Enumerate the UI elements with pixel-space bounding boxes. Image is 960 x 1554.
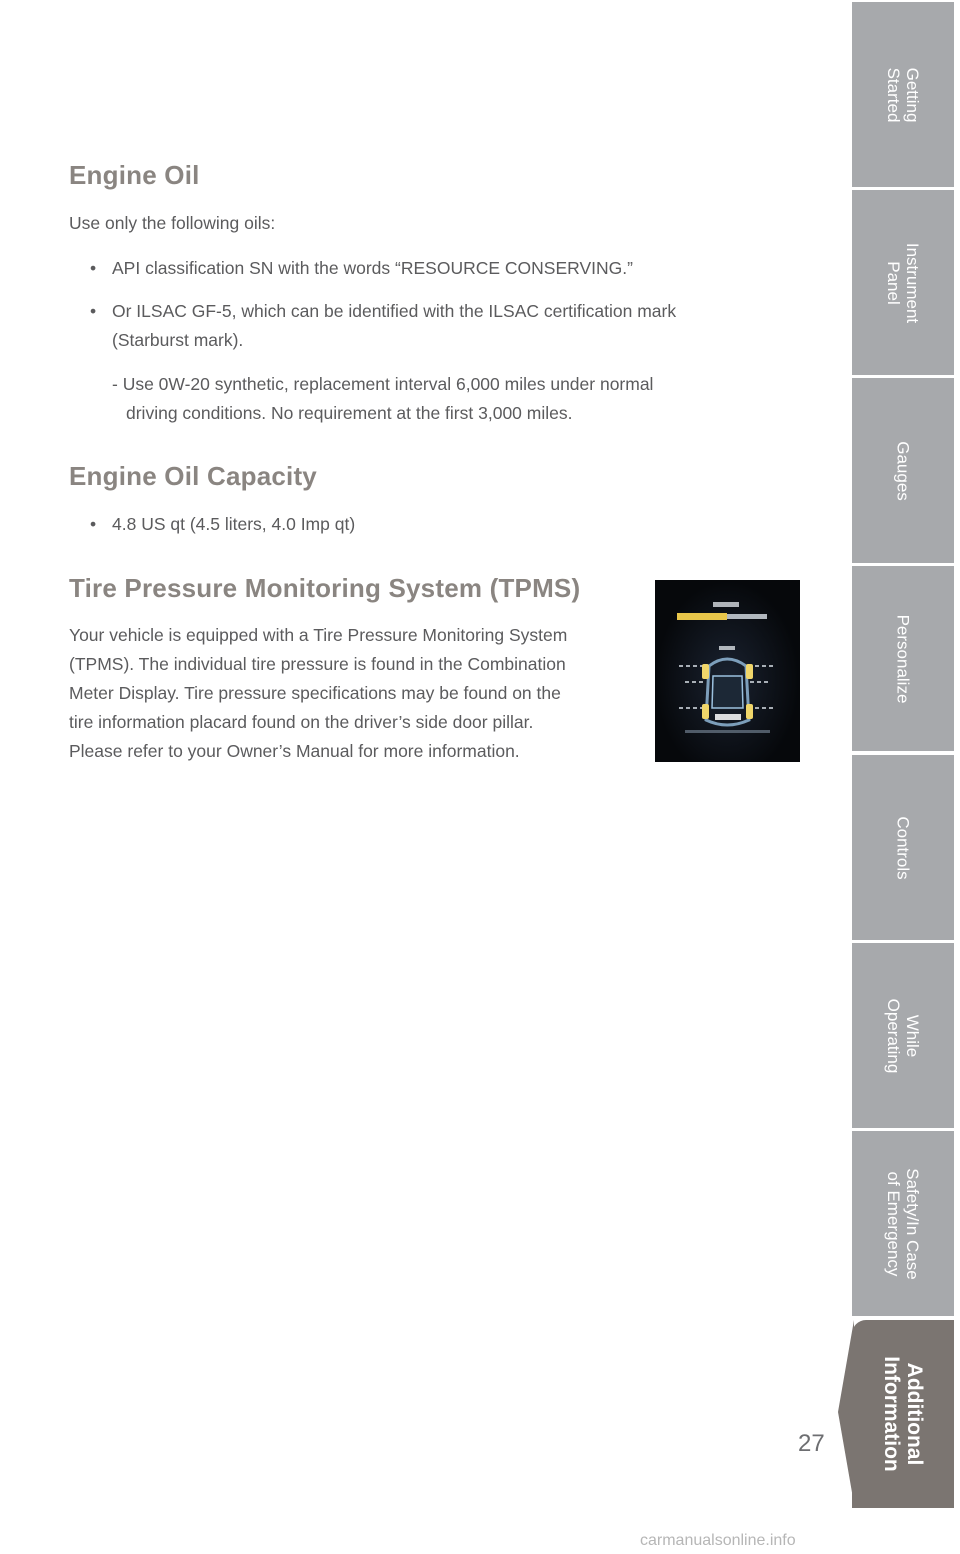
tab-safety-emergency[interactable] [852, 1131, 954, 1316]
tpms-display-photo [655, 580, 800, 762]
engine-oil-intro: Use only the following oils: [69, 213, 276, 233]
bullet-marker: • [90, 258, 97, 278]
section-tabs [852, 0, 960, 1554]
active-tab-notch [838, 1320, 854, 1504]
tab-label: Getting Started [884, 67, 922, 122]
tpms-line-3: Meter Display. Tire pressure specifications may be found on the [69, 683, 561, 703]
tab-label: Additional Information [880, 1356, 926, 1472]
tab-label: Safety/In Case of Emergency [884, 1167, 922, 1280]
engine-oil-sub-line-2: driving conditions. No requirement at the first 3,000 miles. [126, 403, 573, 423]
bullet-marker: • [90, 301, 97, 321]
tpms-line-4: tire information placard found on the driver’s side door pillar. [69, 712, 534, 732]
oil-capacity-heading: Engine Oil Capacity [69, 461, 317, 491]
tpms-display-illustration [655, 580, 800, 762]
page-number: 27 [798, 1430, 825, 1457]
tab-personalize[interactable] [852, 566, 954, 751]
engine-oil-bullet-1: API classification SN with the words “RESOURCE CONSERVING.” [112, 258, 633, 278]
tab-additional-information[interactable] [852, 1320, 954, 1508]
tab-getting-started[interactable] [852, 2, 954, 187]
tab-label: Instrument Panel [884, 242, 922, 323]
tab-label: While Operating [884, 998, 922, 1073]
oil-capacity-bullet-1: 4.8 US qt (4.5 liters, 4.0 Imp qt) [112, 514, 356, 534]
engine-oil-bullet-2-line-1: Or ILSAC GF-5, which can be identified with the ILSAC certification mark [112, 301, 677, 321]
tab-gauges[interactable] [852, 378, 954, 563]
tpms-line-2: (TPMS). The individual tire pressure is found in the Combination [69, 654, 566, 674]
tab-label: Gauges [893, 440, 913, 501]
engine-oil-bullet-2-line-2: (Starburst mark). [112, 330, 244, 350]
tab-controls[interactable] [852, 755, 954, 940]
tab-label: Controls [893, 815, 913, 880]
engine-oil-sub-line-1: - Use 0W-20 synthetic, replacement interval 6,000 miles under normal [112, 374, 654, 394]
bullet-marker: • [90, 514, 97, 534]
tpms-line-1: Your vehicle is equipped with a Tire Pressure Monitoring System [69, 625, 568, 645]
tab-instrument-panel[interactable] [852, 190, 954, 375]
engine-oil-heading: Engine Oil [69, 160, 200, 190]
tpms-heading: Tire Pressure Monitoring System (TPMS) [69, 573, 581, 603]
watermark-text: carmanualsonline.info [640, 1532, 796, 1549]
tpms-line-5: Please refer to your Owner’s Manual for more information. [69, 741, 520, 761]
tab-while-operating[interactable] [852, 943, 954, 1128]
tab-label: Personalize [893, 614, 913, 703]
